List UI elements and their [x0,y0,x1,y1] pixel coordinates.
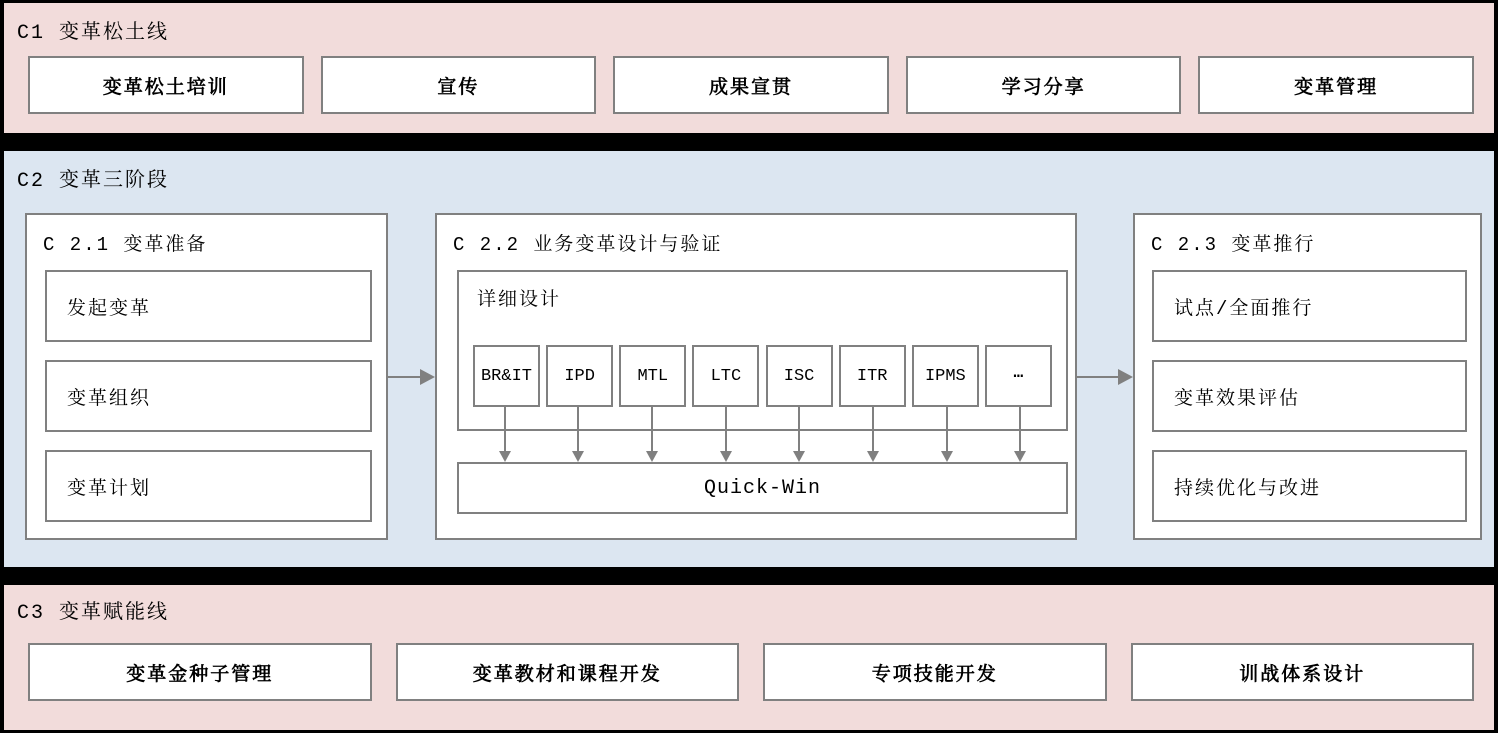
down-arrow-icon [499,407,511,462]
c1-box-change-loosening-training: 变革松土培训 [28,56,304,114]
quick-win-box: Quick-Win [457,462,1068,514]
down-arrow-icon [646,407,658,462]
arrow-right-head-icon [420,369,435,385]
down-arrow-icon [793,407,805,462]
stage-c23-title: C 2.3 变革推行 [1151,234,1316,256]
module-chip-ellipsis: ⋯ [985,345,1052,407]
c1-box-results-communication: 成果宣贯 [613,56,889,114]
stage-c21-item-initiate-change: 发起变革 [45,270,372,342]
c3-box-training-combat-system-design: 训战体系设计 [1131,643,1475,701]
stage-c22-title: C 2.2 业务变革设计与验证 [453,234,723,256]
arrow-line [1077,376,1118,378]
stage-c21-item-change-organization: 变革组织 [45,360,372,432]
down-arrow-icon [720,407,732,462]
band-c1-title: C1 变革松土线 [17,22,170,45]
module-chip-isc: ISC [766,345,833,407]
band-c2-three-phases [4,151,1494,567]
module-chip-mtl: MTL [619,345,686,407]
c3-box-golden-seed-management: 变革金种子管理 [28,643,372,701]
stage-c21-item-change-plan: 变革计划 [45,450,372,522]
stage-c23-change-rollout [1133,213,1482,540]
module-to-quickwin-arrows [457,407,1068,462]
stage-c23-item-continuous-optimization: 持续优化与改进 [1152,450,1467,522]
stage-c22-design-and-verification [435,213,1077,540]
band-c3-change-enablement-line [4,585,1494,730]
band-c1-change-loosening-line [4,3,1494,133]
c3-box-row [28,643,1474,701]
module-chip-ltc: LTC [692,345,759,407]
band-c2-title: C2 变革三阶段 [17,170,170,193]
c3-box-materials-course-development: 变革教材和课程开发 [396,643,740,701]
down-arrow-icon [941,407,953,462]
module-chip-itr: ITR [839,345,906,407]
process-module-row [473,345,1052,407]
c1-box-publicity: 宣传 [321,56,597,114]
c1-box-change-management: 变革管理 [1198,56,1474,114]
c1-box-row [28,56,1474,114]
detailed-design-title: 详细设计 [477,289,562,311]
module-chip-ipms: IPMS [912,345,979,407]
down-arrow-icon [572,407,584,462]
stage-c21-change-preparation [25,213,388,540]
c3-box-special-skills-development: 专项技能开发 [763,643,1107,701]
stage-c23-item-change-effect-evaluation: 变革效果评估 [1152,360,1467,432]
module-chip-brit: BR&IT [473,345,540,407]
down-arrow-icon [867,407,879,462]
flow-arrow-stage2-to-stage3 [1077,369,1133,385]
arrow-line [388,376,420,378]
flow-arrow-stage1-to-stage2 [388,369,435,385]
band-c3-title: C3 变革赋能线 [17,602,170,625]
down-arrow-icon [1014,407,1026,462]
c1-box-learning-sharing: 学习分享 [906,56,1182,114]
stage-c23-item-pilot-full-rollout: 试点/全面推行 [1152,270,1467,342]
arrow-right-head-icon [1118,369,1133,385]
module-chip-ipd: IPD [546,345,613,407]
stage-c21-title: C 2.1 变革准备 [43,234,208,256]
